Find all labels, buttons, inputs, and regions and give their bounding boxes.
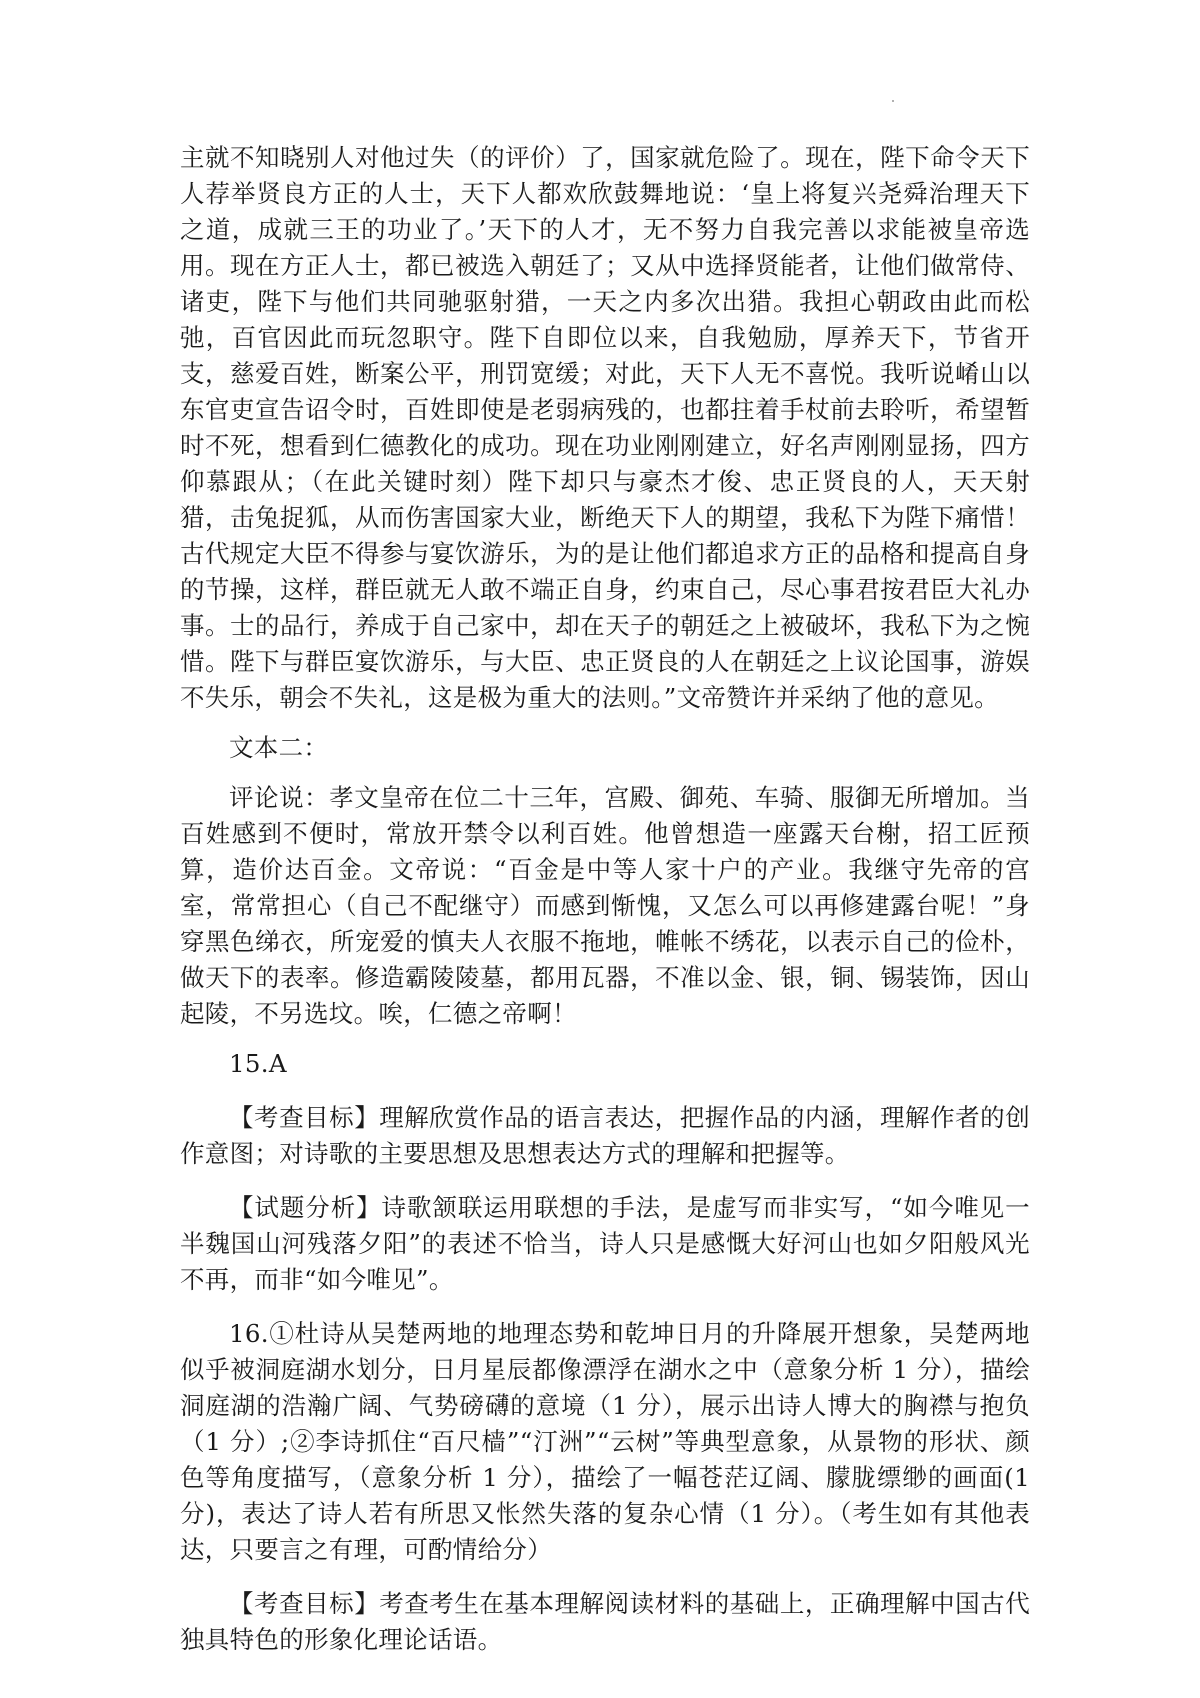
- q15-answer: 15.A: [229, 1049, 287, 1078]
- q15-objective-text: 理解欣赏作品的语言表达，把握作品的内涵，理解作者的创作意图；对诗歌的主要思想及思想表达方式的理解和把握等。: [180, 1103, 1030, 1168]
- q15-analysis-label: 【试题分析】: [229, 1193, 382, 1222]
- q15-objective: [180, 1100, 1030, 1172]
- text-one-continued: 主就不知晓别人对他过失（的评价）了，国家就危险了。现在，陛下命令天下人荐举贤良方正的人士，天下人都欢欣鼓舞地说：‘皇上将复兴尧舜治理天下之道，成就三王的功业了。’天下的人才，无不努力自我完善以求能被皇帝选用。现在方正人士，都已被选入朝廷了；又从中选择贤能者，让他们做常侍、诸吏，陛下与他们共同驰驱射猎，一天之内多次出猎。我担心朝政由此而松弛，百官因此而玩忽职守。陛下自即位以来，自我勉励，厚养天下，节省开支，慈爱百姓，断案公平，刑罚宽缓；对此，天下人无不喜悦。我听说崤山以东官吏宣告诏令时，百姓即使是老弱病残的，也都拄着手杖前去聆听，希望暂时不死，想看到仁德教化的成功。现在功业刚刚建立，好名声刚刚显扬，四方仰慕跟从；（在此关键时刻）陛下却只与豪杰才俊、忠正贤良的人，天天射猎，击兔捉狐，从而伤害国家大业，断绝天下人的期望，我私下为陛下痛惜！古代规定大臣不得参与宴饮游乐，为的是让他们都追求方正的品格和提高自身的节操，这样，群臣就无人敢不端正自身，约束自己，尽心事君按君臣大礼办事。士的品行，养成于自己家中，却在天子的朝廷之上被破坏，我私下为之惋惜。陛下与群臣宴饮游乐，与大臣、忠正贤良的人在朝廷之上议论国事，游娱不失乐，朝会不失礼，这是极为重大的法则。”文帝赞许并采纳了他的意见。: [180, 143, 1030, 712]
- q15-objective-label: 【考查目标】: [229, 1103, 380, 1132]
- text-two-heading: 文本二：: [229, 733, 329, 762]
- q15-analysis-text: 诗歌颔联运用联想的手法，是虚写而非实写，“如今唯见一半魏国山河残落夕阳”的表述不恰当，诗人只是感慨大好河山也如夕阳般风光不再，而非“如今唯见”。: [180, 1193, 1030, 1294]
- scan-speck: [892, 100, 894, 102]
- q16-objective: [180, 1586, 1030, 1658]
- q15-analysis: [180, 1190, 1030, 1298]
- q16-objective-text: 考查考生在基本理解阅读材料的基础上，正确理解中国古代独具特色的形象化理论话语。: [180, 1589, 1030, 1654]
- document-page: [180, 140, 1030, 1658]
- q16-answer: 16.①杜诗从吴楚两地的地理态势和乾坤日月的升降展开想象，吴楚两地似乎被洞庭湖水划分，日月星辰都像漂浮在湖水之中（意象分析 1 分），描绘洞庭湖的浩瀚广阔、气势磅礴的意境（1 分），展示出诗人博大的胸襟与抱负（1 分）;②李诗抓住“百尺樯”“汀洲”“云树”等典型意象，从景物的形状、颜色等角度描写，（意象分析 1 分），描绘了一幅苍茫辽阔、朦胧缥缈的画面(1 分)，表达了诗人若有所思又怅然失落的复杂心情（1 分）。（考生如有其他表达，只要言之有理，可酌情给分）: [180, 1319, 1030, 1564]
- text-two-body: 评论说：孝文皇帝在位二十三年，宫殿、御苑、车骑、服御无所增加。当百姓感到不便时，常放开禁令以利百姓。他曾想造一座露天台榭，招工匠预算，造价达百金。文帝说：“百金是中等人家十户的产业。我继守先帝的宫室，常常担心（自己不配继守）而感到惭愧，又怎么可以再修建露台呢！”身穿黑色绨衣，所宠爱的慎夫人衣服不拖地，帷帐不绣花，以表示自己的俭朴，做天下的表率。修造霸陵陵墓，都用瓦器，不准以金、银，铜、锡装饰，因山起陵，不另选坟。唉，仁德之帝啊！: [180, 783, 1030, 1028]
- q16-objective-label: 【考查目标】: [229, 1589, 380, 1618]
